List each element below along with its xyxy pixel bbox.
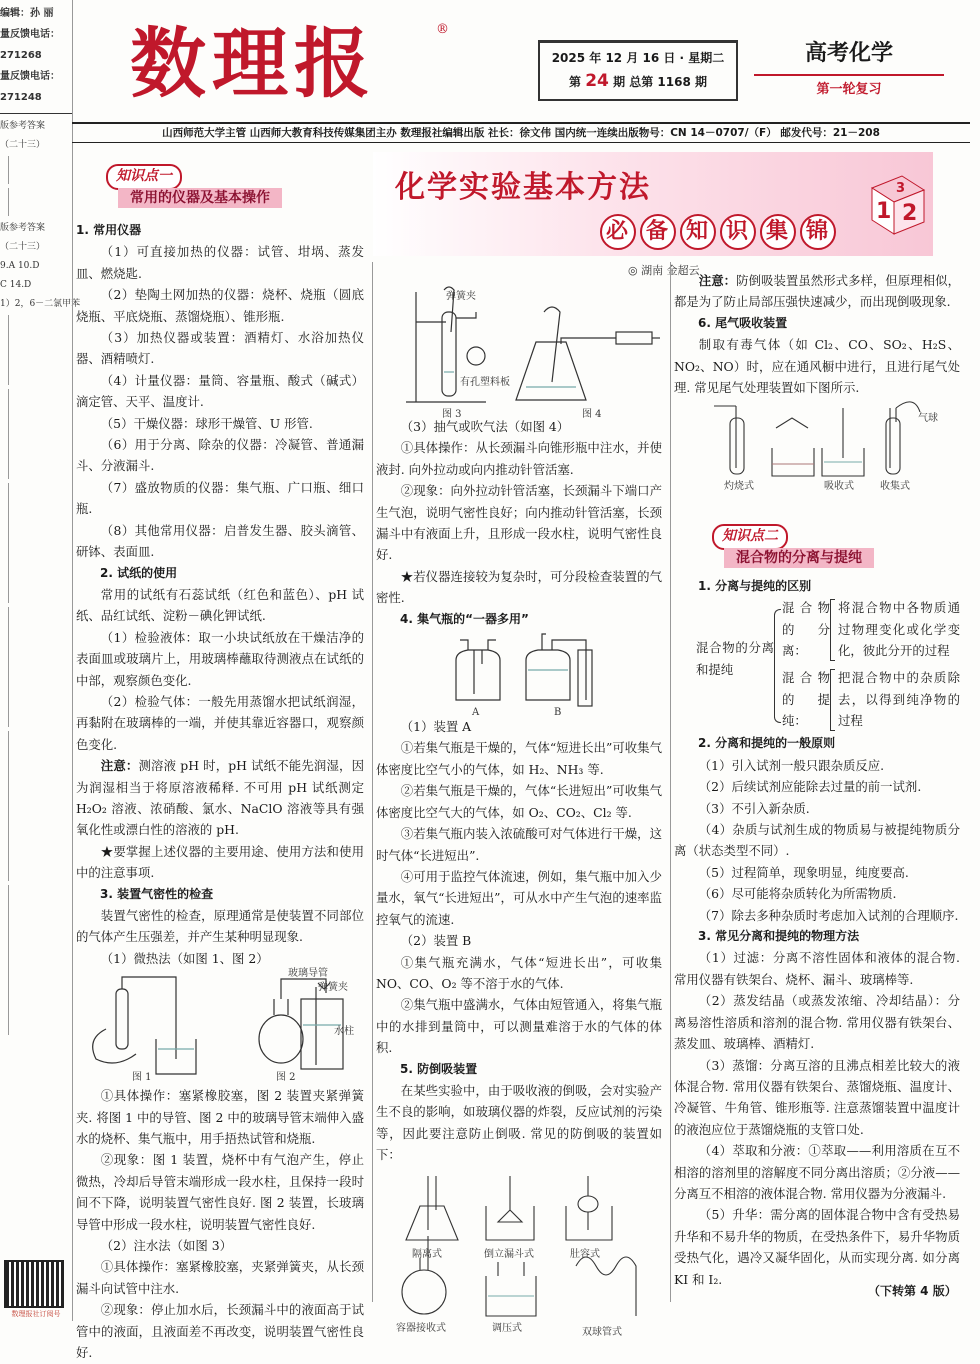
svg-text:2: 2 [902, 201, 918, 226]
brace-line [830, 599, 835, 661]
branch-label: 混合物的分离： [782, 600, 830, 659]
note-label: 注意： [698, 273, 737, 288]
figure-caption: 图 1 [132, 1072, 152, 1084]
paragraph: ①具体操作：从长颈漏斗向锥形瓶中注水，并使液封. 向外拉动或向内推动针管活塞. [376, 440, 662, 477]
column-1 [76, 220, 364, 1364]
banner-subtitle [600, 214, 840, 250]
figure-label: 弹簧夹 [446, 291, 476, 302]
paragraph: （2）蒸发结晶（或蒸发浓缩、冷却结晶）：分离易溶性溶质和溶剂的混合物. 常用仪器有铁架台、蒸发皿、玻璃棒、酒精灯. [674, 993, 960, 1052]
answer-heading-1: 版参考答案 [0, 121, 46, 131]
edition-label: 第一轮复习 [754, 74, 944, 97]
paragraph: 装置气密性的检查，原理通常是使装置不同部位的气体产生压强差，并产生某种明显现象. [76, 908, 364, 945]
issue-box [538, 40, 738, 101]
note-label: 注意： [100, 758, 139, 774]
paragraph: ②若集气瓶是干燥的，气体“长进短出”可收集气体密度比空气大的气体，如 O₂、CO₂、Cl₂ 等. [376, 783, 662, 820]
note-text: 测溶液 pH 时，pH 试纸不能先润湿，因为润湿相当于将原溶液稀释. 不可用 pH 试纸测定 H₂O₂ 溶液、浓硝酸、氯水、NaClO 溶液等具有强氧化性或漂白性的溶液的 pH. [76, 758, 364, 838]
figure-label: 气球 [918, 413, 938, 425]
brace-line [774, 609, 781, 723]
section-header-1 [106, 164, 366, 212]
heading: 2. 试纸的使用 [100, 565, 178, 580]
paragraph: （1）装置 A [400, 719, 472, 735]
chem-structure [8, 885, 72, 1035]
feedback-label-2: 量反馈电话： [0, 71, 60, 82]
figure-3-4 [376, 282, 662, 420]
paragraph: （3）抽气或吹气法（如图 4） [400, 419, 570, 434]
column-divider [372, 262, 373, 1302]
paragraph: （4）杂质与试剂生成的物质易与被提纯物质分离（状态类型不同）. [674, 822, 960, 859]
answer-heading-1b: （二十三） [0, 140, 46, 151]
answer-line: C 14.D [0, 280, 32, 291]
author-line: ◎ 湖南 金超云 [628, 264, 700, 277]
paragraph: 常用的试纸有石蕊试纸（红色和蓝色）、pH 试纸、品红试纸、淀粉－碘化钾试纸. [76, 586, 364, 624]
branch-definition: 把混合物中的杂质除去，以得到纯净物的过程 [838, 670, 960, 729]
branch-label: 混合物的提纯： [782, 670, 830, 729]
figure-label: 收集式 [880, 481, 910, 493]
paragraph: ②现象：向外拉动针管活塞，长颈漏斗下端口产生气泡，说明气密性良好；向内推动针管活塞，长颈漏斗中有液面上升，且形成一段水柱，说明气密性良好. [376, 483, 662, 563]
gas-bottle-figure [376, 630, 662, 719]
registered-mark: ® [436, 22, 449, 37]
paragraph: （7）除去多种杂质时考虑加入试剂的合理顺序. [698, 907, 959, 923]
tail-gas-figure [674, 398, 960, 492]
paragraph: （1）可直接加热的仪器：试管、坩埚、蒸发皿、燃烧匙. [76, 244, 364, 281]
issue-date: 2025 年 12 月 16 日 · 星期二 [551, 51, 725, 65]
answer-heading-2: 版参考答案 [0, 223, 46, 234]
qr-caption: 数理报社订阅号 [11, 1310, 61, 1318]
branch-definition: 将混合物中各物质通过物理变化或化学变化，彼此分开的过程 [838, 600, 960, 659]
paragraph: （1）检验液体：取一小块试纸放在干燥洁净的表面皿或玻璃片上，用玻璃棒蘸取待测液点在试纸的中部，观察颜色变化. [76, 629, 364, 688]
paragraph [674, 270, 960, 313]
continued-note: （下转第 4 版） [868, 1284, 957, 1298]
chem-structure [8, 188, 72, 216]
editor-name: 编辑：孙 丽 [0, 8, 54, 19]
classification-brace [674, 597, 960, 733]
publisher-info-bar: 山西师范大学主管 山西师大教育科技传媒集团主办 数理报社编辑出版 社长：徐文伟 国内统一连续出版物号：CN 14－0707/（F） 邮发代号：21－208 [72, 122, 970, 143]
paragraph: ①具体操作：塞紧橡胶塞，图 2 装置夹紧弹簧夹. 将图 1 中的导管、图 2 中的玻璃导管末端伸入盛水的烧杯、集气瓶中，用手捂热试管和烧瓶. [76, 1088, 364, 1147]
chem-structure [8, 607, 72, 727]
banner-char: 知 [680, 214, 716, 250]
column-3 [674, 270, 960, 492]
issue-number: 第 24 期 总第 1168 期 [569, 71, 707, 91]
paragraph: （1）引入试剂一般只跟杂质反应. [698, 757, 885, 773]
banner-char: 必 [600, 214, 636, 250]
paragraph: （2）检验气体：一般先用蒸馏水把试纸润湿，再黏附在玻璃棒的一端，并使其靠近容器口，观察颜色变化. [76, 693, 364, 752]
banner-char: 锦 [800, 214, 836, 250]
figure-label: 肚容式 [570, 1248, 600, 1260]
gas-bottle-diagram [376, 630, 662, 716]
figure-label: 玻璃导管 [288, 968, 328, 980]
paragraph: ①具体操作：塞紧橡胶塞，夹紧弹簧夹，从长颈漏斗向试管中注水. [76, 1259, 364, 1296]
figure-label: B [554, 707, 562, 719]
figure-caption: 图 3 [442, 409, 462, 420]
chem-structure [8, 483, 72, 603]
figure-label: 灼烧式 [724, 481, 754, 493]
paragraph: ①若集气瓶是干燥的，气体“短进长出”可收集气体密度比空气小的气体，如 H₂、NH₃ 等. [376, 740, 662, 777]
paragraph: ②现象：图 1 装置，烧杯中有气泡产生，停止微热，冷却后导管末端形成一段水柱，且保持一段时间不下降，说明装置气密性良好. 图 2 装置，长玻璃导管中形成一段水柱，说明装置气密性良好. [76, 1152, 364, 1232]
paragraph: （2）垫陶土网加热的仪器：烧杯、烧瓶（圆底烧瓶、平底烧瓶、蒸馏烧瓶）、锥形瓶. [76, 287, 364, 324]
column-divider [670, 262, 671, 1302]
svg-text:1: 1 [876, 199, 892, 224]
paragraph: （3）蒸馏：分离互溶的且沸点相差比较大的液体混合物. 常用仪器有铁架台、蒸馏烧瓶、温度计、冷凝管、牛角管、锥形瓶等. 注意蒸馏装置中温度计的液泡应位于蒸馏烧瓶的支管口处. [674, 1057, 960, 1137]
feedback-phone-2: 271248 [0, 92, 42, 103]
figure-label: 有孔塑料板 [460, 377, 510, 388]
answer-line: 9.A 10.D [0, 261, 40, 272]
feedback-phone-1: 271268 [0, 50, 42, 61]
qr-code[interactable] [6, 1262, 62, 1306]
svg-text:3: 3 [896, 181, 906, 196]
figure-label: 水柱 [334, 1026, 354, 1038]
paragraph: ②现象：停止加水后，长颈漏斗中的液面高于试管中的液面，且液面差不再改变，说明装置气密性良好. [76, 1302, 364, 1361]
paragraph: ①集气瓶充满水，气体“短进长出”，可收集 NO、CO、O₂ 等不溶于水的气体. [376, 954, 662, 991]
paragraph [76, 755, 364, 841]
paragraph: （4）计量仪器：量筒、容量瓶、酸式（碱式）滴定管、天平、温度计. [76, 372, 364, 410]
feedback-label-1: 量反馈电话： [0, 29, 60, 40]
answer-heading-2b: （二十三） [0, 242, 46, 253]
paragraph: （3）加热仪器或装置：酒精灯、水浴加热仪器、酒精喷灯. [76, 330, 364, 367]
section-name: 混合物的分离与提纯 [724, 548, 874, 568]
figure-1-2 [76, 969, 364, 1085]
paragraph: ③若集气瓶内装入浓硫酸可对气体进行干燥，这时气体“长进短出”. [376, 826, 662, 863]
paragraph: （4）萃取和分液：①萃取——利用溶质在互不相溶的溶剂里的溶解度不同分离出溶质；②分液——分离互不相溶的液体混合物. 常用仪器为分液漏斗. [674, 1143, 960, 1201]
newspaper-logo: 数理报 [130, 19, 376, 108]
figure-label: 倒立漏斗式 [484, 1248, 534, 1260]
paragraph: ★要掌握上述仪器的主要用途、使用方法和使用中的注意事项. [76, 843, 364, 881]
paragraph: （2）装置 B [400, 933, 472, 949]
paragraph: ④可用于监控气体流速，例如，集气瓶中加入少量水，氧气“长进短出”，可从水中产生气泡的速率监控氧气的流速. [376, 868, 662, 927]
figure-caption: 图 4 [582, 409, 602, 420]
column-3-lower [674, 576, 960, 1290]
heading: 2. 分离和提纯的一般原则 [698, 736, 836, 751]
figure-label: 双球管式 [582, 1326, 622, 1338]
banner-title: 化学实验基本方法 [395, 170, 651, 205]
paragraph: ②集气瓶中盛满水，气体由短管通入，将集气瓶中的水排到量筒中，可以测量难溶于水的气体的体积. [376, 997, 662, 1056]
brace-root: 混合物的分离和提纯 [696, 640, 774, 677]
figure-label: 吸收式 [824, 481, 854, 493]
paragraph: （6）尽可能将杂质转化为所需物质. [698, 886, 897, 902]
subject-title: 高考化学 [804, 41, 893, 66]
paragraph: （1）微热法（如图 1、图 2） [100, 950, 269, 966]
paragraph: （1）过滤：分离不溶性固体和液体的混合物. 常用仪器有铁架台、烧杯、漏斗、玻璃棒等. [674, 950, 960, 987]
brace-line [830, 669, 835, 731]
figure-label: 调压式 [492, 1322, 522, 1334]
banner-char: 识 [720, 214, 756, 250]
paragraph: ★若仪器连接较为复杂时，可分段检查装置的气密性. [376, 568, 662, 606]
figure-label: 弹簧夹 [318, 982, 348, 994]
section-tag: 知识点二 [712, 524, 788, 550]
paragraph: 在某些实验中，由于吸收液的倒吸，会对实验产生不良的影响，如玻璃仪器的炸裂，反应试剂的污染等，因此要注意防止倒吸. 常见的防倒吸的装置如下： [376, 1082, 662, 1163]
figure-caption: 图 2 [276, 1072, 296, 1084]
figure-label: A [472, 707, 480, 719]
heading: 1. 分离与提纯的区别 [698, 579, 812, 593]
column-2 [376, 282, 662, 1336]
heading: 1. 常用仪器 [76, 223, 142, 237]
paragraph: （5）过程简单，现象明显，纯度要高. [698, 864, 909, 880]
chem-structure [8, 389, 72, 479]
chem-structure [8, 731, 72, 881]
heading: 4. 集气瓶的“一器多用” [400, 611, 529, 626]
heading: 6. 尾气吸收装置 [698, 315, 788, 330]
section-name: 常用的仪器及基本操作 [118, 188, 282, 208]
paragraph: （8）其他常用仪器：启普发生器、胶头滴管、研钵、表面皿. [76, 522, 364, 560]
number-cube-icon [862, 168, 928, 238]
strip-divider [72, 0, 73, 1321]
paragraph: 制取有毒气体（如 Cl₂、CO、SO₂、H₂S、NO₂、NO）时，应在通风橱中进行，且进行尾气处理. 常见尾气处理装置如下图所示. [674, 337, 960, 396]
banner-char: 备 [640, 214, 676, 250]
issue-number-value: 24 [585, 71, 609, 91]
paragraph: （2）后续试剂应能除去过量的前一试剂. [698, 779, 922, 795]
heading: 3. 常见分离和提纯的物理方法 [698, 929, 860, 944]
paragraph: （5）升华：需分离的固体混合物中含有受热易升华和不易升华的物质，在受热条件下，易升华物质受热气化，遇冷又凝华固化，从而实现分离. 如分离 KI 和 I₂. [674, 1207, 960, 1287]
paragraph: （2）注水法（如图 3） [100, 1238, 233, 1254]
paragraph: （3）不引入新杂质. [698, 800, 810, 816]
paragraph: （5）干燥仪器：球形干燥管、U 形管. [100, 415, 313, 431]
answer-line: 1）2，6－二氯甲苯 [0, 299, 81, 310]
section-header-2 [712, 524, 952, 572]
left-margin-strip [0, 0, 81, 1321]
paragraph: （6）用于分离、除杂的仪器：冷凝管、普通漏斗、分液漏斗. [76, 437, 364, 474]
anti-suckback-figure [376, 1166, 662, 1336]
chem-structure [8, 315, 72, 385]
heading: 5. 防倒吸装置 [400, 1061, 478, 1076]
note-text: 防倒吸装置虽然形式多样，但原理相似，都是为了防止局部压强快速减少，而出现倒吸现象. [674, 273, 961, 310]
figure-label: 容器接收式 [396, 1322, 446, 1334]
banner-char: 集 [760, 214, 796, 250]
heading: 3. 装置气密性的检查 [100, 886, 214, 901]
figure-label: 隔离式 [412, 1248, 442, 1260]
section-tag: 知识点一 [106, 164, 182, 190]
paragraph: （7）盛放物质的仪器：集气瓶、广口瓶、细口瓶. [76, 479, 364, 517]
chem-structure [8, 156, 72, 184]
gas-tightness-diagram [376, 282, 662, 416]
